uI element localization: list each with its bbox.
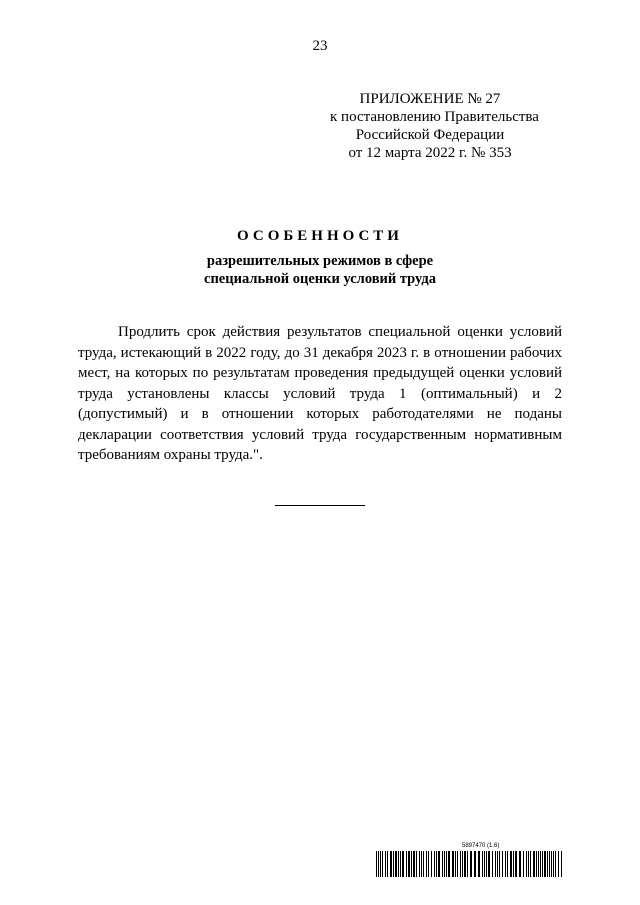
subtitle-line-1: разрешительных режимов в сфере	[206, 253, 434, 269]
document-subtitle	[0, 252, 640, 288]
appendix-reference: к постановлению Правительства	[330, 109, 539, 125]
separator-line	[275, 505, 365, 506]
document-title: ОСОБЕННОСТИ	[237, 228, 403, 244]
appendix-date: от 12 марта 2022 г. № 353	[348, 145, 512, 161]
document-code: 5897470 (1.6)	[462, 843, 500, 849]
subtitle-line-2: специальной оценки условий труда	[204, 271, 436, 287]
page-number: 23	[312, 38, 328, 54]
barcode	[376, 851, 564, 877]
appendix-authority: Российской Федерации	[355, 127, 505, 143]
appendix-block	[330, 90, 539, 162]
body-paragraph: Продлить срок действия результатов специальной оценки условий труда, истекающий в 2022 году, до 31 декабря 2023 г. в отношении рабочих мест, на которых по результатам проведения предыдущей оценки условий труда установлены классы условий труда 1 (оптимальный) и 2 (допустимый) и в отношении которых работодателями не поданы декларации соответствия условий труда государственным нормативным требованиям охраны труда.".	[78, 324, 562, 463]
appendix-title: ПРИЛОЖЕНИЕ № 27	[359, 91, 501, 107]
